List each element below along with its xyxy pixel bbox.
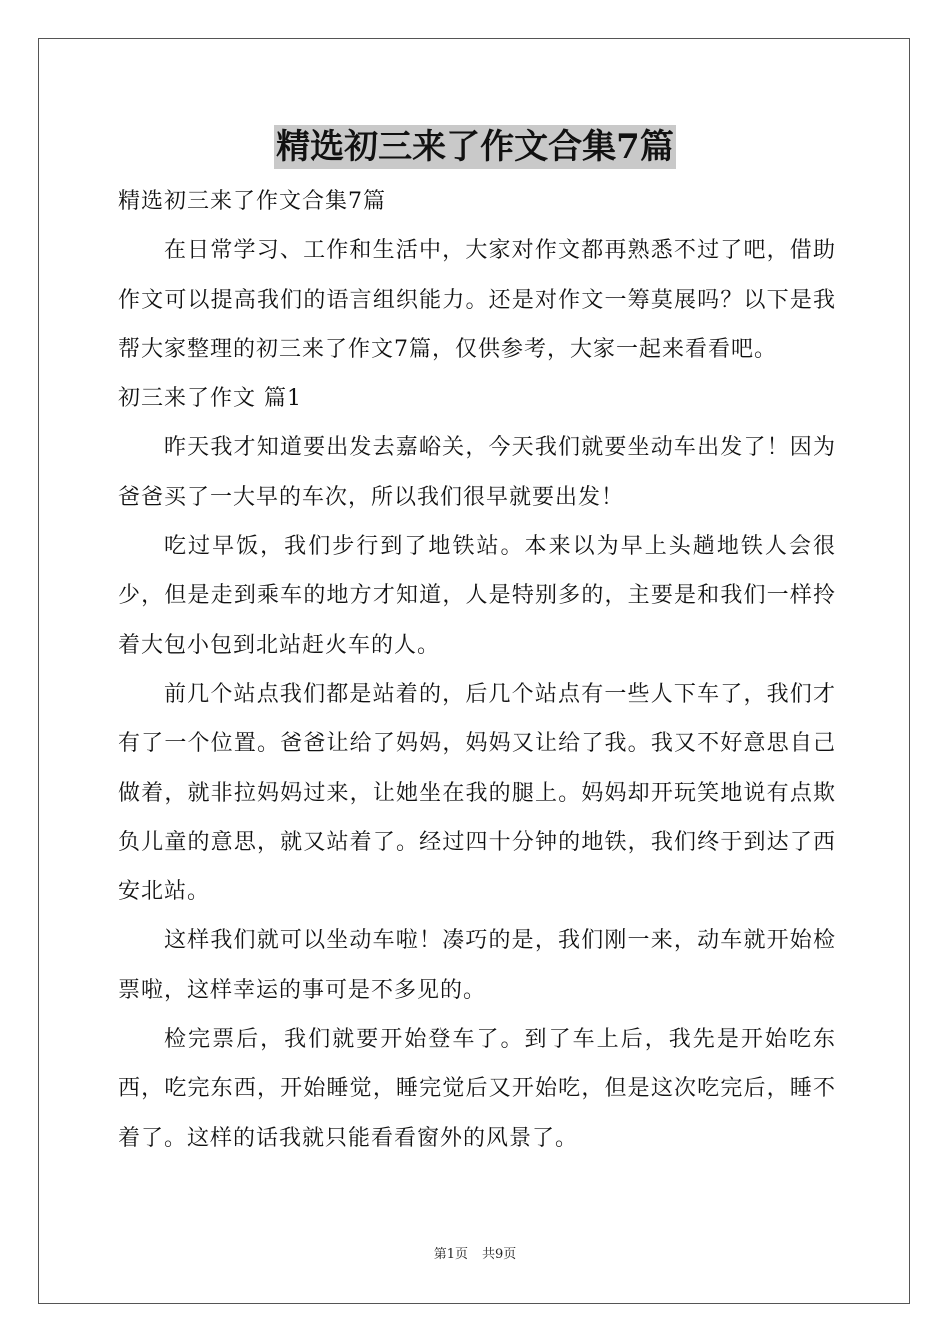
title-container (0, 125, 950, 169)
paragraph-3: 昨天我才知道要出发去嘉峪关，今天我们就要坐动车出发了！因为爸爸买了一大早的车次，所以我们很早就要出发！ (118, 435, 836, 510)
paragraph-7: 检完票后，我们就要开始登车了。到了车上后，我先是开始吃东西，吃完东西，开始睡觉，睡完觉后又开始吃，但是这次吃完后，睡不着了。这样的话我就只能看看窗外的风景了。 (118, 1027, 836, 1151)
paragraph-0: 精选初三来了作文合集7篇 (118, 189, 386, 214)
document-body (118, 177, 836, 1163)
page-number: 第1页 (433, 1247, 468, 1262)
page-footer (0, 1245, 950, 1265)
paragraph-5: 前几个站点我们都是站着的，后几个站点有一些人下车了，我们才有了一个位置。爸爸让给了妈妈，妈妈又让给了我。我又不好意思自己做着，就非拉妈妈过来，让她坐在我的腿上。妈妈却开玩笑地说有点欺负儿童的意思，就又站着了。经过四十分钟的地铁，我们终于到达了西安北站。 (118, 681, 836, 905)
paragraph-6: 这样我们就可以坐动车啦！凑巧的是，我们刚一来，动车就开始检票啦，这样幸运的事可是不多见的。 (118, 928, 836, 1003)
page-total: 共9页 (482, 1247, 517, 1262)
document-title: 精选初三来了作文合集7篇 (276, 127, 674, 167)
paragraph-1: 在日常学习、工作和生活中，大家对作文都再熟悉不过了吧，借助作文可以提高我们的语言组织能力。还是对作文一筹莫展吗？以下是我帮大家整理的初三来了作文7篇，仅供参考，大家一起来看看吧。 (118, 238, 836, 362)
paragraph-4: 吃过早饭，我们步行到了地铁站。本来以为早上头趟地铁人会很少，但是走到乘车的地方才知道，人是特别多的，主要是和我们一样拎着大包小包到北站赶火车的人。 (118, 534, 836, 658)
section-heading: 初三来了作文 篇1 (118, 386, 302, 412)
